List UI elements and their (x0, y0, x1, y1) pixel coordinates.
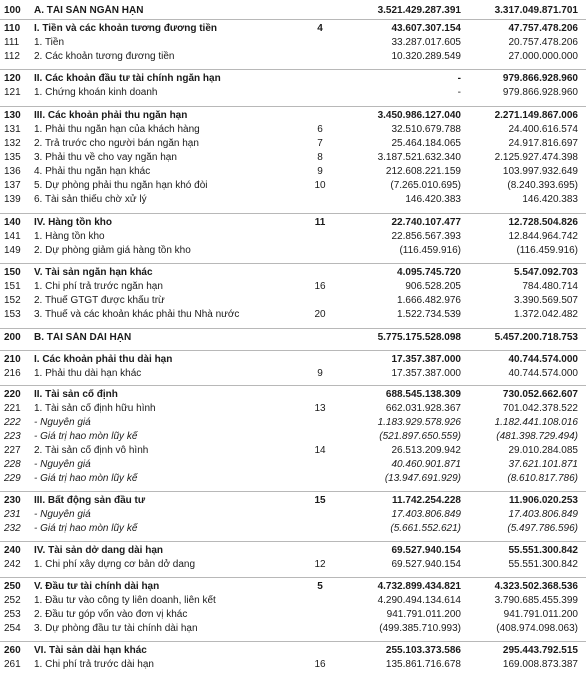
row-code: 223 (4, 431, 21, 442)
row-value-current: 69.527.940.154 (391, 559, 461, 570)
row-value-current: 69.527.940.154 (391, 545, 461, 556)
row-note: 7 (317, 138, 323, 149)
row-value-previous: 169.008.873.387 (502, 659, 578, 670)
row-value-previous: (5.497.786.596) (507, 523, 578, 534)
row-value-previous: (481.398.729.494) (496, 431, 578, 442)
row-value-previous: 103.997.932.649 (502, 166, 578, 177)
row-value-current: 1.666.482.976 (397, 295, 461, 306)
table-row (0, 609, 586, 621)
row-code: 229 (4, 473, 21, 484)
section-divider (0, 328, 586, 329)
table-row (0, 445, 586, 457)
row-value-current: 5.775.175.528.098 (377, 332, 461, 343)
row-value-previous: 37.621.101.871 (508, 459, 578, 470)
row-value-previous: 55.551.300.842 (508, 559, 578, 570)
row-code: 100 (4, 5, 21, 16)
section-divider (0, 213, 586, 214)
row-value-previous: 5.457.200.718.753 (494, 332, 578, 343)
row-label: 2. Dự phòng giảm giá hàng tồn kho (34, 245, 191, 256)
row-label: A. TÀI SẢN NGẮN HẠN (34, 5, 144, 16)
row-label: 5. Dự phòng phải thu ngắn hạn khó đòi (34, 180, 208, 191)
row-code: 150 (4, 267, 21, 278)
row-value-previous: 941.791.011.200 (503, 609, 578, 620)
row-code: 252 (4, 595, 21, 606)
row-value-previous: 5.547.092.703 (514, 267, 578, 278)
row-code: 111 (4, 37, 20, 48)
row-value-current: 10.320.289.549 (391, 51, 461, 62)
row-value-current: 32.510.679.788 (391, 124, 461, 135)
row-value-previous: 784.480.714 (522, 281, 578, 292)
row-label: III. Các khoản phải thu ngắn hạn (34, 110, 188, 121)
row-value-previous: 2.125.927.474.398 (494, 152, 578, 163)
row-value-current: 688.545.138.309 (385, 389, 461, 400)
row-code: 261 (4, 659, 21, 670)
row-note: 9 (317, 368, 323, 379)
row-code: 240 (4, 545, 21, 556)
section-divider (0, 19, 586, 20)
row-note: 16 (314, 281, 326, 292)
row-label: I. Tiền và các khoản tương đương tiền (34, 23, 217, 34)
row-value-previous: 27.000.000.000 (508, 51, 578, 62)
section-divider (0, 106, 586, 107)
row-code: 220 (4, 389, 21, 400)
row-value-current: 1.183.929.578.926 (377, 417, 461, 428)
row-label: 1. Hàng tồn kho (34, 231, 105, 242)
row-note: 8 (317, 152, 323, 163)
section-divider (0, 263, 586, 264)
row-code: 210 (4, 354, 21, 365)
row-code: 140 (4, 217, 21, 228)
table-row (0, 194, 586, 206)
row-value-current: 3.521.429.287.391 (377, 5, 461, 16)
row-label: IV. Hàng tồn kho (34, 217, 112, 228)
row-value-previous: 40.744.574.000 (508, 354, 578, 365)
table-row (0, 124, 586, 136)
row-code: 242 (4, 559, 21, 570)
row-code: 250 (4, 581, 21, 592)
row-label: 1. Tài sản cố định hữu hình (34, 403, 156, 414)
row-code: 120 (4, 73, 21, 84)
row-note: 9 (317, 166, 323, 177)
table-row (0, 545, 586, 557)
row-label: 1. Đầu tư vào công ty liên doanh, liên kết (34, 595, 216, 606)
table-row (0, 403, 586, 415)
row-value-current: (5.661.552.621) (390, 523, 461, 534)
row-value-previous: 2.271.149.867.006 (494, 110, 578, 121)
row-value-current: 3.450.986.127.040 (377, 110, 461, 121)
row-value-previous: 295.443.792.515 (502, 645, 578, 656)
row-label: - Giá trị hao mòn lũy kế (34, 473, 138, 484)
row-code: 152 (4, 295, 21, 306)
row-note: 11 (314, 217, 326, 228)
table-row (0, 295, 586, 307)
row-value-previous: 29.010.284.085 (508, 445, 578, 456)
table-row (0, 459, 586, 471)
row-label: 1. Chi phí trả trước dài hạn (34, 659, 154, 670)
table-row (0, 495, 586, 507)
row-label: I. Các khoản phải thu dài hạn (34, 354, 173, 365)
table-row (0, 23, 586, 35)
section-divider (0, 577, 586, 578)
row-value-previous: 979.866.928.960 (502, 87, 578, 98)
row-value-previous: 3.390.569.507 (514, 295, 578, 306)
row-code: 121 (4, 87, 21, 98)
table-row (0, 368, 586, 380)
table-row (0, 51, 586, 63)
table-row (0, 332, 586, 344)
row-value-current: 17.357.387.000 (391, 368, 461, 379)
row-code: 137 (4, 180, 21, 191)
row-value-current: 906.528.205 (405, 281, 461, 292)
section-divider (0, 541, 586, 542)
table-row (0, 581, 586, 593)
row-label: 2. Trả trước cho người bán ngắn hạn (34, 138, 199, 149)
row-label: - Nguyên giá (34, 509, 91, 520)
table-row (0, 389, 586, 401)
row-label: IV. Tài sản dở dang dài hạn (34, 545, 163, 556)
section-divider (0, 350, 586, 351)
row-code: 227 (4, 445, 21, 456)
row-code: 130 (4, 110, 21, 121)
table-row (0, 217, 586, 229)
row-value-current: 1.522.734.539 (397, 309, 461, 320)
row-code: 231 (4, 509, 21, 520)
row-label: II. Tài sản cố định (34, 389, 118, 400)
row-value-current: 255.103.373.586 (385, 645, 461, 656)
row-value-previous: 979.866.928.960 (502, 73, 578, 84)
row-code: 216 (4, 368, 21, 379)
table-row (0, 73, 586, 85)
row-value-current: 11.742.254.228 (392, 495, 461, 506)
table-row (0, 595, 586, 607)
row-label: V. Tài sản ngắn hạn khác (34, 267, 153, 278)
row-value-previous: 55.551.300.842 (508, 545, 578, 556)
row-value-current: 3.187.521.632.340 (377, 152, 461, 163)
row-value-current: - (457, 87, 461, 98)
row-code: 228 (4, 459, 21, 470)
row-code: 135 (4, 152, 21, 163)
row-label: V. Đầu tư tài chính dài hạn (34, 581, 160, 592)
row-value-previous: 47.757.478.206 (508, 23, 578, 34)
row-code: 153 (4, 309, 21, 320)
row-value-current: 43.607.307.154 (391, 23, 461, 34)
row-value-current: 40.460.901.871 (391, 459, 461, 470)
row-label: 3. Thuế và các khoản khác phải thu Nhà nước (34, 309, 240, 320)
table-row (0, 659, 586, 671)
row-value-previous: 24.400.616.574 (508, 124, 578, 135)
table-row (0, 152, 586, 164)
row-note: 14 (314, 445, 326, 456)
table-row (0, 267, 586, 279)
row-code: 232 (4, 523, 21, 534)
row-value-current: 22.740.107.477 (391, 217, 461, 228)
row-value-current: (7.265.010.695) (390, 180, 461, 191)
row-value-previous: (408.974.098.063) (496, 623, 578, 634)
row-code: 149 (4, 245, 21, 256)
table-row (0, 354, 586, 366)
row-value-current: 212.608.221.159 (385, 166, 461, 177)
table-row (0, 5, 586, 17)
table-row (0, 623, 586, 635)
row-value-current: 17.403.806.849 (391, 509, 461, 520)
row-label: 1. Tiền (34, 37, 65, 48)
row-value-current: 17.357.387.000 (391, 354, 461, 365)
section-divider (0, 491, 586, 492)
table-row (0, 87, 586, 99)
row-label: 3. Phải thu về cho vay ngắn hạn (34, 152, 177, 163)
row-label: 2. Các khoản tương đương tiền (34, 51, 175, 62)
row-label: - Nguyên giá (34, 417, 91, 428)
table-row (0, 110, 586, 122)
section-divider (0, 69, 586, 70)
row-code: 112 (4, 51, 20, 62)
row-label: 1. Phải thu dài hạn khác (34, 368, 142, 379)
table-row (0, 509, 586, 521)
row-label: 4. Phải thu ngắn hạn khác (34, 166, 151, 177)
row-label: - Giá trị hao mòn lũy kế (34, 523, 138, 534)
row-label: VI. Tài sản dài hạn khác (34, 645, 147, 656)
row-value-previous: 20.757.478.206 (508, 37, 578, 48)
row-value-current: 662.031.928.367 (385, 403, 461, 414)
table-row (0, 166, 586, 178)
row-value-current: 22.856.567.393 (391, 231, 461, 242)
table-row (0, 37, 586, 49)
row-value-current: 941.791.011.200 (386, 609, 461, 620)
row-value-previous: 40.744.574.000 (508, 368, 578, 379)
table-row (0, 431, 586, 443)
row-value-previous: 17.403.806.849 (508, 509, 578, 520)
row-value-current: 33.287.017.605 (391, 37, 461, 48)
row-label: 1. Chi phí xây dựng cơ bản dở dang (34, 559, 196, 570)
row-value-previous: (116.459.916) (516, 245, 578, 256)
row-value-previous: 146.420.383 (522, 194, 578, 205)
row-note: 6 (317, 124, 323, 135)
row-code: 230 (4, 495, 21, 506)
row-code: 132 (4, 138, 21, 149)
row-value-current: 146.420.383 (405, 194, 461, 205)
table-row (0, 473, 586, 485)
row-code: 200 (4, 332, 21, 343)
row-code: 222 (4, 417, 21, 428)
row-label: 2. Đầu tư góp vốn vào đơn vị khác (34, 609, 188, 620)
table-row (0, 231, 586, 243)
row-value-current: 4.732.899.434.821 (377, 581, 461, 592)
table-row (0, 523, 586, 535)
row-code: 141 (4, 231, 21, 242)
row-note: 10 (314, 180, 326, 191)
row-note: 15 (314, 495, 326, 506)
table-row (0, 417, 586, 429)
row-value-current: 4.095.745.720 (397, 267, 461, 278)
row-value-previous: 12.728.504.826 (508, 217, 578, 228)
row-label: 1. Chứng khoán kinh doanh (34, 87, 158, 98)
row-code: 110 (4, 23, 21, 34)
row-value-current: - (457, 73, 461, 84)
row-value-previous: 1.182.441.108.016 (494, 417, 578, 428)
row-label: B. TÀI SẢN DÀI HẠN (34, 332, 132, 343)
row-value-current: 4.290.494.134.614 (377, 595, 461, 606)
row-note: 20 (314, 309, 326, 320)
table-row (0, 559, 586, 571)
table-row (0, 645, 586, 657)
row-code: 136 (4, 166, 21, 177)
row-code: 253 (4, 609, 21, 620)
row-label: - Giá trị hao mòn lũy kế (34, 431, 138, 442)
row-note: 4 (317, 23, 323, 34)
row-value-previous: 1.372.042.482 (514, 309, 578, 320)
row-value-previous: 4.323.502.368.536 (494, 581, 578, 592)
row-value-previous: (8.610.817.786) (507, 473, 578, 484)
row-label: - Nguyên giá (34, 459, 91, 470)
row-value-current: (116.459.916) (399, 245, 461, 256)
row-label: II. Các khoản đầu tư tài chính ngắn hạn (34, 73, 221, 84)
row-label: III. Bất động sản đầu tư (34, 495, 146, 506)
row-code: 139 (4, 194, 21, 205)
row-value-previous: (8.240.393.695) (507, 180, 578, 191)
row-code: 151 (4, 281, 21, 292)
row-value-current: (521.897.650.559) (379, 431, 461, 442)
row-value-previous: 12.844.964.742 (508, 231, 578, 242)
row-value-current: (499.385.710.993) (379, 623, 461, 634)
row-code: 131 (4, 124, 21, 135)
table-row (0, 281, 586, 293)
row-value-current: (13.947.691.929) (384, 473, 461, 484)
section-divider (0, 641, 586, 642)
row-code: 254 (4, 623, 21, 634)
row-value-previous: 24.917.816.697 (508, 138, 578, 149)
row-value-previous: 701.042.378.522 (502, 403, 578, 414)
row-note: 13 (314, 403, 326, 414)
table-row (0, 245, 586, 257)
row-code: 221 (4, 403, 21, 414)
row-note: 16 (314, 659, 326, 670)
row-value-current: 135.861.716.678 (385, 659, 461, 670)
row-label: 2. Tài sản cố định vô hình (34, 445, 149, 456)
row-note: 12 (314, 559, 326, 570)
table-row (0, 138, 586, 150)
table-row (0, 309, 586, 321)
section-divider (0, 385, 586, 386)
row-value-current: 26.513.209.942 (391, 445, 461, 456)
row-value-previous: 3.790.685.455.399 (494, 595, 578, 606)
row-value-current: 25.464.184.065 (391, 138, 461, 149)
row-label: 1. Chi phí trả trước ngắn hạn (34, 281, 163, 292)
row-label: 6. Tài sản thiếu chờ xử lý (34, 194, 147, 205)
row-value-previous: 3.317.049.871.701 (494, 5, 578, 16)
row-code: 260 (4, 645, 21, 656)
row-value-previous: 730.052.662.607 (502, 389, 578, 400)
row-label: 3. Dự phòng đầu tư tài chính dài hạn (34, 623, 198, 634)
row-label: 1. Phải thu ngắn hạn của khách hàng (34, 124, 200, 135)
row-value-previous: 11.906.020.253 (509, 495, 578, 506)
table-row (0, 180, 586, 192)
row-note: 5 (317, 581, 323, 592)
row-label: 2. Thuế GTGT được khấu trừ (34, 295, 165, 306)
